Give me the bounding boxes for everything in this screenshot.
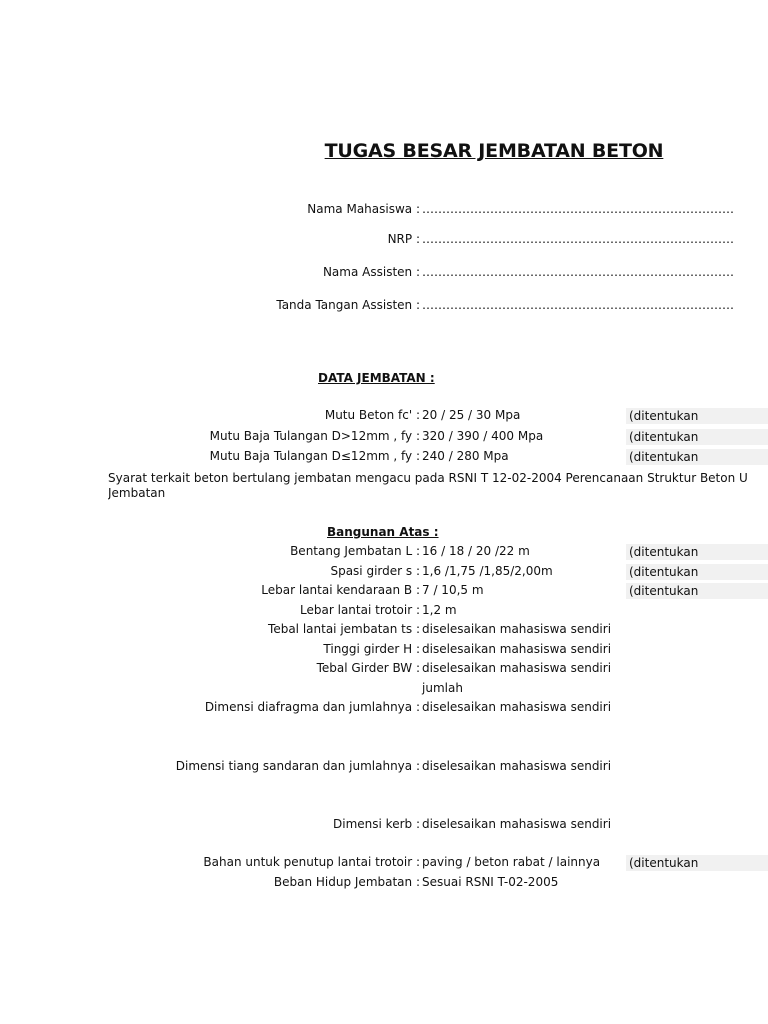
field-row [0, 232, 768, 252]
field-value: 1,6 /1,75 /1,85/2,00m [422, 564, 553, 578]
jumlah-text: jumlah [422, 681, 463, 695]
field-label: Mutu Baja Tulangan D≤12mm , fy : [209, 449, 420, 463]
field-note: (ditentukan [626, 583, 768, 599]
field-value: 7 / 10,5 m [422, 583, 484, 597]
field-row [0, 661, 768, 681]
field-value: diselesaikan mahasiswa sendiri [422, 642, 612, 656]
field-label: Mutu Baja Tulangan D>12mm , fy : [209, 429, 420, 443]
document-title: TUGAS BESAR JEMBATAN BETON [324, 140, 664, 162]
requirement-paragraph [108, 471, 768, 501]
field-row [0, 202, 768, 222]
field-row [0, 408, 768, 428]
field-value: diselesaikan mahasiswa sendiri [422, 661, 612, 675]
field-note: (ditentukan [626, 564, 768, 580]
field-value: …………………………………………………………………… [422, 232, 734, 246]
field-value: …………………………………………………………………… [422, 298, 734, 312]
field-note: (ditentukan [626, 449, 768, 465]
field-label: Nama Assisten : [322, 265, 420, 279]
field-value: …………………………………………………………………… [422, 265, 734, 279]
field-value: 16 / 18 / 20 /22 m [422, 544, 530, 558]
field-label: Tinggi girder H : [323, 642, 420, 656]
field-label: Dimensi tiang sandaran dan jumlahnya : [175, 759, 420, 773]
field-value: 1,2 m [422, 603, 457, 617]
field-label: Tanda Tangan Assisten : [276, 298, 420, 312]
field-row [0, 603, 768, 623]
field-row [0, 817, 768, 837]
field-label: Lebar lantai trotoir : [300, 603, 420, 617]
field-value: …………………………………………………………………… [422, 202, 734, 216]
field-row [0, 622, 768, 642]
field-label: Mutu Beton fc' : [324, 408, 420, 422]
field-row [0, 759, 768, 779]
bangunan-atas-heading: Bangunan Atas : [327, 525, 439, 539]
data-jembatan-heading: DATA JEMBATAN : [318, 371, 435, 385]
field-label: Lebar lantai kendaraan B : [261, 583, 420, 597]
field-label: Spasi girder s : [330, 564, 420, 578]
field-row [0, 583, 768, 603]
field-label: NRP : [387, 232, 420, 246]
requirement-line-2: Jembatan [108, 486, 166, 500]
field-label: Dimensi kerb : [333, 817, 420, 831]
field-row [0, 449, 768, 469]
field-note: (ditentukan [626, 855, 768, 871]
field-label: Bentang Jembatan L : [290, 544, 420, 558]
field-value: diselesaikan mahasiswa sendiri [422, 817, 612, 831]
field-value: 240 / 280 Mpa [422, 449, 509, 463]
field-note: (ditentukan [626, 544, 768, 560]
field-note: (ditentukan [626, 408, 768, 424]
field-label: Beban Hidup Jembatan : [273, 875, 420, 889]
field-row [0, 855, 768, 875]
field-row [0, 642, 768, 662]
field-note: (ditentukan [626, 429, 768, 445]
field-label: Tebal Girder BW : [316, 661, 420, 675]
field-value: paving / beton rabat / lainnya [422, 855, 601, 869]
field-value: Sesuai RSNI T-02-2005 [422, 875, 559, 889]
field-value: diselesaikan mahasiswa sendiri [422, 622, 612, 636]
field-row [0, 564, 768, 584]
field-label: Tebal lantai jembatan ts : [268, 622, 420, 636]
field-label: Bahan untuk penutup lantai trotoir : [203, 855, 420, 869]
field-value: diselesaikan mahasiswa sendiri [422, 759, 612, 773]
field-label: Nama Mahasiswa : [307, 202, 420, 216]
field-row [0, 700, 768, 720]
field-row [0, 298, 768, 318]
field-value: 20 / 25 / 30 Mpa [422, 408, 521, 422]
field-row [0, 875, 768, 895]
field-label: Dimensi diafragma dan jumlahnya : [204, 700, 420, 714]
field-row [0, 429, 768, 449]
requirement-line-1: Syarat terkait beton bertulang jembatan mengacu pada RSNI T 12-02-2004 Perencanaan Struktur Beton U [108, 471, 748, 485]
field-value: diselesaikan mahasiswa sendiri [422, 700, 612, 714]
field-row [0, 544, 768, 564]
field-row [0, 265, 768, 285]
field-value: 320 / 390 / 400 Mpa [422, 429, 544, 443]
